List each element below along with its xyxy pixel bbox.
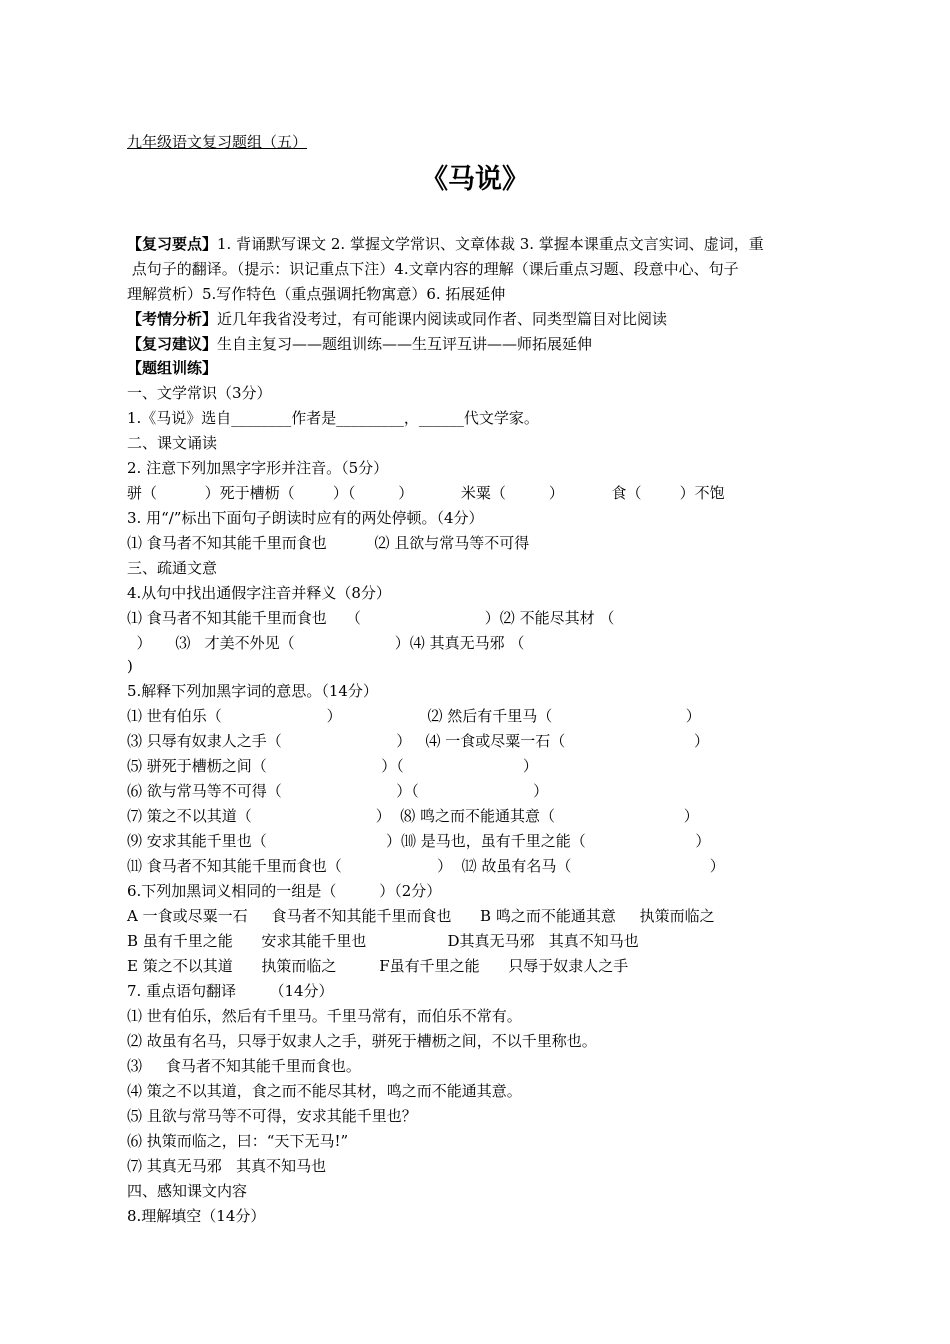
section-heading: 一、文学常识（3分） — [127, 384, 272, 402]
question-line: ⑷ 策之不以其道，食之而不能尽其材，鸣之而不能通其意。 — [127, 1082, 522, 1100]
option-line: B 虽有千里之能 安求其能千里也 D其真无马邪 其真不知马也 — [127, 932, 639, 950]
question-line: ⑴ 食马者不知其能千里而食也 ⑵ 且欲与常马等不可得 — [127, 534, 530, 552]
exam-analysis-label: 【考情分析】 — [127, 310, 218, 328]
option-line: E 策之不以其道 执策而临之 F虽有千里之能 只辱于奴隶人之手 — [127, 957, 629, 975]
question-line: ⑶ 食马者不知其能千里而食也。 — [127, 1057, 361, 1075]
question-line: ⑼ 安求其能千里也（ ）⑽ 是马也，虽有千里之能（ ） — [127, 832, 711, 850]
question-line: ） ⑶ 才美不外见（ ）⑷ 其真无马邪 （ — [127, 634, 525, 652]
question-line: 7. 重点语句翻译 （14分） — [127, 982, 334, 1000]
question-line: ⑶ 只辱有奴隶人之手（ ） ⑷ 一食或尽粟一石（ ） — [127, 732, 710, 750]
question-line: ⑵ 故虽有名马，只辱于奴隶人之手，骈死于槽枥之间，不以千里称也。 — [127, 1032, 597, 1050]
question-line: ⑹ 欲与常马等不可得（ ）（ ） — [127, 782, 549, 800]
review-points-line-2: 点句子的翻译。（提示：识记重点下注）4.文章内容的理解（课后重点习题、段意中心、句子 — [127, 260, 739, 278]
page-title: 《马说》 — [421, 164, 529, 195]
document-header: 九年级语文复习题组（五） — [127, 133, 308, 151]
option-line: A 一食或尽粟一石 食马者不知其能千里而食也 B 鸣之而不能通其意 执策而临之 — [127, 907, 715, 925]
review-points-line-1 — [127, 234, 764, 254]
question-line: 4.从句中找出通假字注音并释义（8分） — [127, 584, 391, 602]
review-points-text-1: 1. 背诵默写课文 2. 掌握文学常识、文章体裁 3. 掌握本课重点文言实词、虚词，重 — [217, 235, 764, 253]
question-line: ⑸ 骈死于槽枥之间（ ）（ ） — [127, 757, 538, 775]
section-heading: 四、感知课文内容 — [127, 1182, 248, 1200]
section-heading: 二、课文诵读 — [127, 434, 218, 452]
review-points-label: 【复习要点】 — [127, 235, 218, 253]
question-line: 8.理解填空（14分） — [127, 1207, 266, 1225]
question-line: ⑸ 且欲与常马等不可得，安求其能千里也？ — [127, 1107, 417, 1125]
review-advice — [127, 334, 592, 354]
question-line: ⑹ 执策而临之，曰：“天下无马!” — [127, 1132, 349, 1150]
question-line: ⑺ 其真无马邪 其真不知马也 — [127, 1157, 327, 1175]
review-advice-text: 生自主复习——题组训练——生互评互讲——师拓展延伸 — [217, 335, 593, 353]
question-line: ⑴ 食马者不知其能千里而食也 （ ）⑵ 不能尽其材 （ — [127, 609, 615, 627]
question-line: 3. 用“/”标出下面句子朗读时应有的两处停顿。（4分） — [127, 509, 484, 527]
exam-analysis-text: 近几年我省没考过，有可能课内阅读或同作者、同类型篇目对比阅读 — [217, 310, 668, 328]
exam-analysis — [127, 309, 667, 329]
question-line: ) — [127, 657, 133, 675]
review-advice-label: 【复习建议】 — [127, 335, 218, 353]
question-line: 2. 注意下列加黑字字形并注音。（5分） — [127, 459, 389, 477]
question-line: ⑴ 世有伯乐（ ） ⑵ 然后有千里马（ ） — [127, 707, 701, 725]
training-label: 【题组训练】 — [127, 359, 218, 377]
question-line: 5.解释下列加黑字词的意思。（14分） — [127, 682, 378, 700]
question-line: 骈（ ）死于槽枥（ ）（ ） 米粟（ ） 食（ ）不饱 — [127, 484, 725, 502]
section-heading: 三、疏通文意 — [127, 559, 218, 577]
question-line: 6.下列加黑词义相同的一组是（ ）（2分） — [127, 882, 442, 900]
question-line: ⑾ 食马者不知其能千里而食也（ ） ⑿ 故虽有名马（ ） — [127, 857, 725, 875]
question-line: ⑴ 世有伯乐，然后有千里马。千里马常有，而伯乐不常有。 — [127, 1007, 522, 1025]
review-points-line-3: 理解赏析）5.写作特色（重点强调托物寓意）6. 拓展延伸 — [127, 285, 506, 303]
question-line: ⑺ 策之不以其道（ ） ⑻ 鸣之而不能通其意（ ） — [127, 807, 699, 825]
question-line: 1.《马说》选自________作者是_________，______代文学家。 — [127, 409, 539, 427]
